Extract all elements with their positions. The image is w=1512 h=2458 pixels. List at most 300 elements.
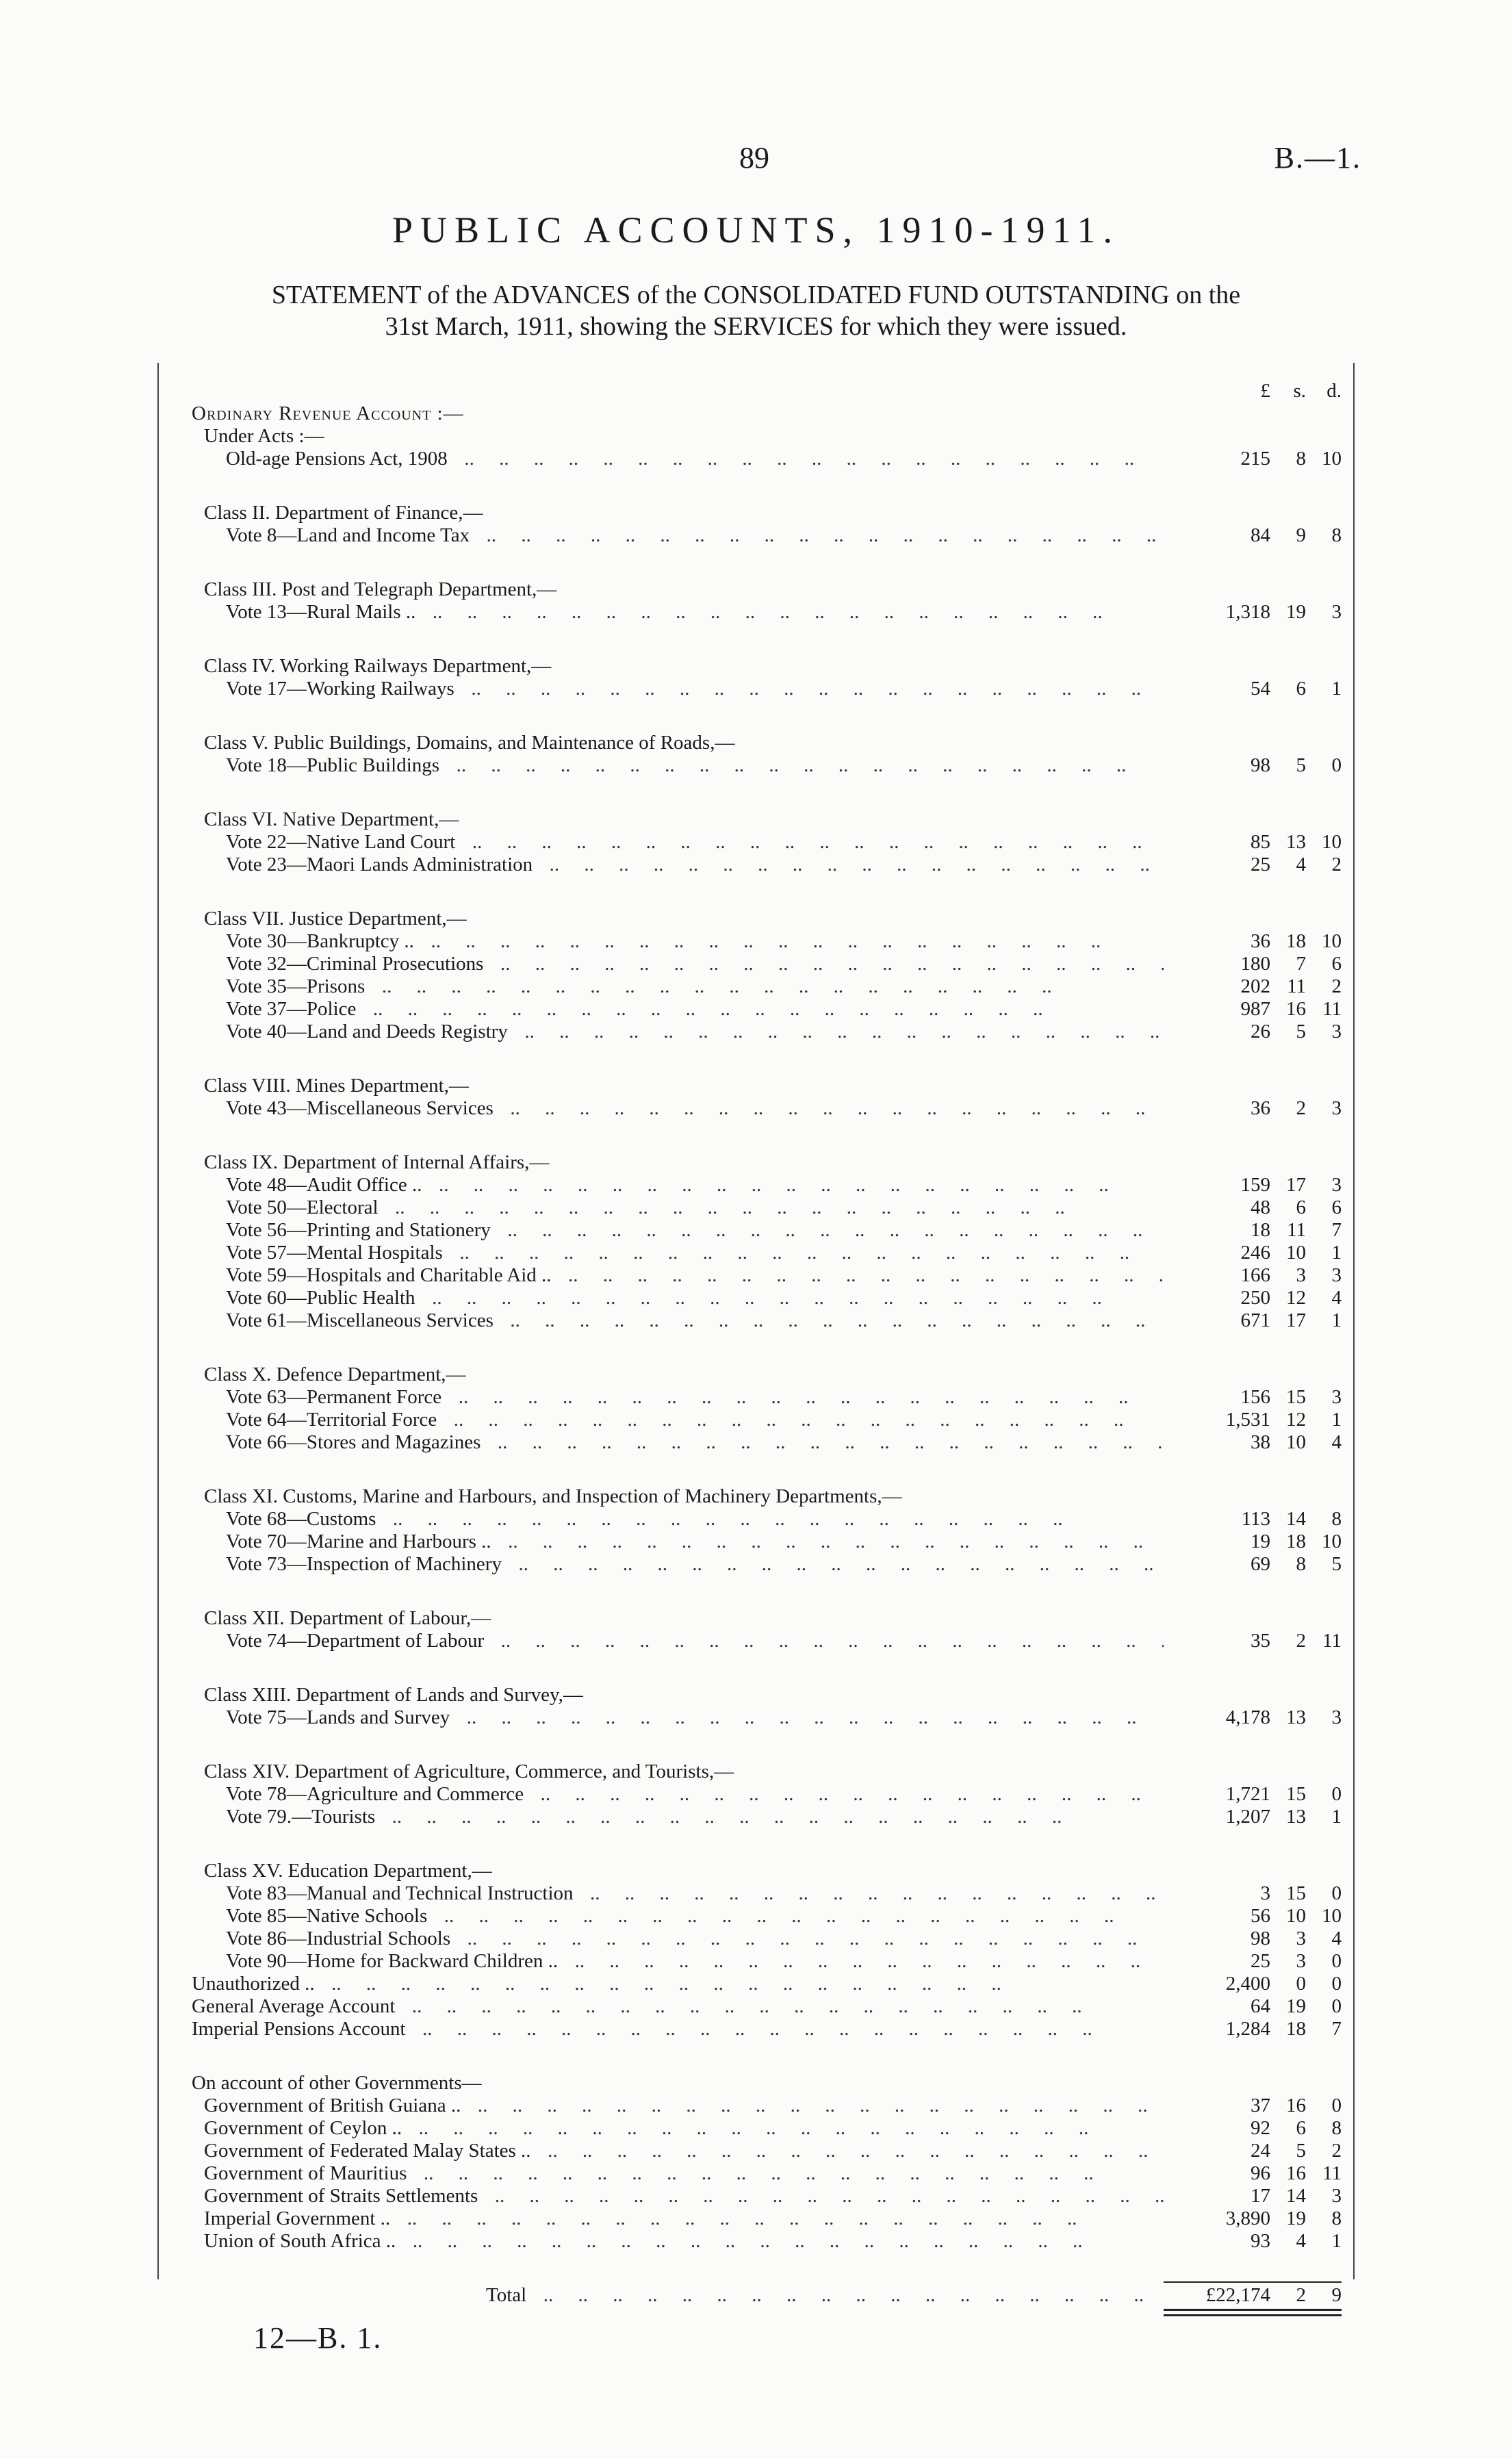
- table-row: [192, 2162, 1342, 2185]
- table-row: [192, 930, 1342, 953]
- spacer: [192, 777, 1342, 808]
- amount: [1164, 1928, 1342, 1950]
- dot-leader: [478, 2185, 1164, 2207]
- amount: [1164, 1973, 1342, 1995]
- table-row: [192, 1553, 1342, 1576]
- shillings-value: 11: [1287, 1219, 1306, 1241]
- dot-leader: [484, 1630, 1164, 1652]
- spacer: [192, 1828, 1342, 1860]
- pence-value: 3: [1331, 2185, 1342, 2207]
- row-label: Total: [486, 2284, 527, 2306]
- table-row: [192, 502, 1342, 524]
- row-label: Class XII. Department of Labour,—: [204, 1607, 491, 1629]
- shillings-value: 8: [1296, 1553, 1306, 1575]
- amount: [1164, 1508, 1342, 1531]
- shillings-value: 3: [1296, 1264, 1306, 1286]
- row-label: Vote 66—Stores and Magazines: [226, 1431, 481, 1453]
- dot-leader: [574, 1882, 1164, 1905]
- pounds-value: 1,531: [1225, 1409, 1270, 1431]
- pounds-value: 25: [1251, 854, 1270, 875]
- pence-value: 0: [1331, 1973, 1342, 1995]
- table-row: [192, 1264, 1342, 1287]
- pence-header: d.: [1327, 380, 1342, 402]
- shillings-value: 19: [1286, 2207, 1306, 2229]
- dot-leader: [396, 2230, 1164, 2253]
- row-label: Class IV. Working Railways Department,—: [204, 655, 552, 677]
- footer-signature: 12—B. 1.: [253, 2321, 383, 2355]
- table-row: [192, 1364, 1342, 1386]
- dot-leader: [414, 930, 1164, 953]
- pounds-value: 156: [1240, 1386, 1270, 1408]
- row-label: Vote 32—Criminal Prosecutions: [226, 953, 484, 975]
- table-row: [192, 1607, 1342, 1630]
- shillings-value: 14: [1286, 1508, 1306, 1530]
- table-row: [192, 1761, 1342, 1783]
- dot-leader: [407, 2162, 1164, 2185]
- pence-value: 1: [1331, 678, 1342, 700]
- row-label: Vote 43—Miscellaneous Services: [226, 1097, 494, 1119]
- table-row: [192, 854, 1342, 876]
- shillings-value: 15: [1286, 1882, 1306, 1904]
- shillings-value: 18: [1286, 930, 1306, 952]
- amount: [1164, 998, 1342, 1021]
- dot-leader: [375, 1806, 1164, 1828]
- dot-leader: [427, 1905, 1164, 1928]
- row-label: Class VII. Justice Department,—: [204, 908, 467, 930]
- table-row: [192, 1196, 1342, 1219]
- amount: [1164, 601, 1342, 624]
- dot-leader: [390, 2207, 1164, 2230]
- amount: [1164, 2162, 1342, 2185]
- spacer: [192, 470, 1342, 502]
- dot-leader: [491, 1219, 1164, 1242]
- amount: [1164, 1806, 1342, 1828]
- row-label: Government of Ceylon ..: [204, 2117, 402, 2139]
- table-row: [192, 1684, 1342, 1706]
- row-label: Vote 79.—Tourists: [226, 1806, 376, 1828]
- pounds-value: 250: [1240, 1287, 1270, 1309]
- dot-leader: [461, 2095, 1164, 2117]
- pounds-value: 113: [1241, 1508, 1270, 1530]
- table-row: [192, 1783, 1342, 1806]
- table-row: [192, 808, 1342, 831]
- pounds-value: 166: [1240, 1264, 1270, 1286]
- amount: [1164, 1431, 1342, 1454]
- dot-leader: [552, 1264, 1164, 1287]
- shillings-value: 9: [1296, 524, 1306, 546]
- pounds-value: 24: [1251, 2140, 1270, 2162]
- dot-leader: [406, 2018, 1164, 2040]
- pounds-value: 202: [1240, 975, 1270, 997]
- spacer: [192, 1120, 1342, 1151]
- dot-leader: [437, 1409, 1164, 1431]
- pence-value: 3: [1331, 1174, 1342, 1196]
- pounds-value: 3,890: [1225, 2207, 1270, 2229]
- total-double-rule: [1164, 2314, 1342, 2316]
- spacer: [192, 1729, 1342, 1761]
- pence-value: 3: [1331, 1021, 1342, 1042]
- amount: [1164, 1386, 1342, 1409]
- pence-value: 1: [1331, 2230, 1342, 2252]
- amount: [1164, 2018, 1342, 2040]
- shillings-value: 5: [1296, 2140, 1306, 2162]
- pence-value: 8: [1331, 2207, 1342, 2229]
- row-label: General Average Account: [192, 1995, 396, 2017]
- dot-leader: [483, 953, 1164, 975]
- table-row: [192, 1630, 1342, 1652]
- pence-value: 3: [1331, 1097, 1342, 1119]
- document-reference: B.—1.: [1274, 141, 1361, 175]
- pounds-value: 69: [1251, 1553, 1270, 1575]
- amount: [1164, 1783, 1342, 1806]
- shillings-value: 13: [1286, 1806, 1306, 1828]
- total-rule-above: [1164, 2281, 1342, 2283]
- table-row: [192, 2230, 1342, 2253]
- row-label: Vote 63—Permanent Force: [226, 1386, 442, 1408]
- shillings-value: 10: [1286, 1242, 1306, 1264]
- row-label: Vote 30—Bankruptcy ..: [226, 930, 414, 952]
- total-row: [192, 2284, 1342, 2307]
- shillings-value: 12: [1286, 1287, 1306, 1309]
- pence-value: 8: [1331, 524, 1342, 546]
- shillings-value: 10: [1286, 1905, 1306, 1927]
- pounds-value: 159: [1240, 1174, 1270, 1196]
- amount: [1164, 1287, 1342, 1309]
- amount: [1164, 953, 1342, 975]
- row-label: Government of British Guiana ..: [204, 2095, 461, 2116]
- table-row: [192, 1242, 1342, 1264]
- dot-leader: [533, 854, 1164, 876]
- pence-value: 10: [1322, 1905, 1342, 1927]
- shillings-value: 3: [1296, 1928, 1306, 1949]
- shillings-value: 4: [1296, 854, 1306, 875]
- amount: [1164, 1882, 1342, 1905]
- table-row: [192, 1706, 1342, 1729]
- dot-leader: [439, 754, 1164, 777]
- dot-leader: [494, 1309, 1164, 1332]
- amount: [1164, 975, 1342, 998]
- dot-leader: [315, 1973, 1164, 1995]
- table-row: [192, 1431, 1342, 1454]
- subtitle-line-2: 31st March, 1911, showing the SERVICES for which they were issued.: [385, 312, 1127, 341]
- amount: [1164, 754, 1342, 777]
- pounds-value: 987: [1240, 998, 1270, 1020]
- dot-leader: [365, 975, 1164, 998]
- dot-leader: [395, 1995, 1164, 2018]
- row-label: Unauthorized ..: [192, 1973, 315, 1995]
- row-label: Government of Mauritius: [204, 2162, 407, 2184]
- row-label: Ordinary Revenue Account :—: [192, 402, 464, 424]
- shillings-value: 17: [1286, 1174, 1306, 1196]
- total-rule-below: [1164, 2309, 1342, 2311]
- table-row: [192, 578, 1342, 601]
- pence-value: 0: [1331, 1950, 1342, 1972]
- row-label: Class VI. Native Department,—: [204, 808, 459, 830]
- pounds-value: 54: [1251, 678, 1270, 700]
- table-row: [192, 1973, 1342, 1995]
- table-row: [192, 1806, 1342, 1828]
- pounds-value: 36: [1251, 930, 1270, 952]
- shillings-value: 0: [1296, 1973, 1306, 1995]
- pence-value: 3: [1331, 1706, 1342, 1728]
- table-row: [192, 678, 1342, 700]
- amount: [1164, 854, 1342, 876]
- spacer: [192, 876, 1342, 908]
- shillings-value: 2: [1296, 2284, 1306, 2306]
- pence-value: 0: [1331, 754, 1342, 776]
- row-label: Vote 8—Land and Income Tax: [226, 524, 470, 546]
- dot-leader: [470, 524, 1164, 547]
- amount: [1164, 1706, 1342, 1729]
- table-row: [192, 2095, 1342, 2117]
- shillings-value: 13: [1286, 831, 1306, 853]
- amount: [1164, 1630, 1342, 1652]
- row-label: Union of South Africa ..: [204, 2230, 396, 2252]
- row-label: Vote 35—Prisons: [226, 975, 366, 997]
- pence-value: 0: [1331, 1783, 1342, 1805]
- dot-leader: [480, 1431, 1164, 1454]
- row-label: Vote 57—Mental Hospitals: [226, 1242, 443, 1264]
- pence-value: 3: [1331, 1264, 1342, 1286]
- pence-value: 1: [1331, 1409, 1342, 1431]
- amount: [1164, 1021, 1342, 1043]
- pence-value: 11: [1322, 1630, 1342, 1652]
- row-label: Imperial Government ..: [204, 2207, 391, 2229]
- pounds-value: £22,174: [1205, 2284, 1270, 2306]
- pence-value: 2: [1331, 854, 1342, 875]
- pounds-value: 35: [1251, 1630, 1270, 1652]
- row-label: Government of Federated Malay States ..: [204, 2140, 531, 2162]
- row-label: Vote 50—Electoral: [226, 1196, 379, 1218]
- table-row: [192, 655, 1342, 678]
- dot-leader: [455, 831, 1164, 854]
- pence-value: 8: [1331, 1508, 1342, 1530]
- pence-value: 0: [1331, 2095, 1342, 2116]
- pence-value: 10: [1322, 831, 1342, 853]
- row-label: Government of Straits Settlements: [204, 2185, 478, 2207]
- page-number: 89: [739, 141, 769, 175]
- currency-header-row: [192, 380, 1342, 402]
- dot-leader: [415, 601, 1164, 624]
- shillings-value: 13: [1286, 1706, 1306, 1728]
- table-row: [192, 425, 1342, 448]
- dot-leader: [422, 1174, 1164, 1196]
- pence-value: 4: [1331, 1287, 1342, 1309]
- amount: [1164, 1409, 1342, 1431]
- dot-leader: [491, 1531, 1164, 1553]
- pence-value: 7: [1331, 2018, 1342, 2040]
- row-label: Vote 70—Marine and Harbours ..: [226, 1531, 491, 1552]
- table-row: [192, 908, 1342, 930]
- dot-leader: [402, 2117, 1164, 2140]
- pence-value: 10: [1322, 448, 1342, 470]
- pounds-value: 85: [1251, 831, 1270, 853]
- dot-leader: [450, 1706, 1164, 1729]
- pence-value: 3: [1331, 1386, 1342, 1408]
- spacer: [192, 547, 1342, 578]
- pence-value: 4: [1331, 1431, 1342, 1453]
- table-row: [192, 402, 1342, 425]
- pence-value: 11: [1322, 998, 1342, 1020]
- amount: [1164, 1174, 1342, 1196]
- pence-value: 1: [1331, 1242, 1342, 1264]
- pounds-value: 215: [1240, 448, 1270, 470]
- row-label: Class XI. Customs, Marine and Harbours, and Inspection of Machinery Departments,—: [204, 1485, 902, 1507]
- pence-value: 7: [1331, 1219, 1342, 1241]
- spacer: [192, 2253, 1342, 2284]
- pence-value: 9: [1331, 2284, 1342, 2306]
- table-row: [192, 732, 1342, 754]
- row-label: Vote 23—Maori Lands Administration: [226, 854, 533, 875]
- row-label: Vote 56—Printing and Stationery: [226, 1219, 491, 1241]
- dot-leader: [441, 1386, 1164, 1409]
- shillings-value: 7: [1296, 953, 1306, 975]
- dot-leader: [376, 1508, 1164, 1531]
- spacer: [192, 700, 1342, 732]
- spacer: [192, 1454, 1342, 1485]
- row-label: Vote 22—Native Land Court: [226, 831, 456, 853]
- amount: [1164, 448, 1342, 470]
- shillings-value: 15: [1286, 1386, 1306, 1408]
- pence-value: 2: [1331, 2140, 1342, 2162]
- row-label: Class III. Post and Telegraph Department,—: [204, 578, 557, 600]
- dot-leader: [454, 678, 1164, 700]
- subtitle-line-1: STATEMENT of the ADVANCES of the CONSOLIDATED FUND OUTSTANDING on the: [271, 281, 1241, 309]
- dot-leader: [443, 1242, 1164, 1264]
- table-row: [192, 1409, 1342, 1431]
- amount: [1164, 1553, 1342, 1576]
- shillings-value: 2: [1296, 1097, 1306, 1119]
- table-row: [192, 524, 1342, 547]
- amount: [1164, 678, 1342, 700]
- amount: [1164, 2095, 1342, 2117]
- pence-value: 5: [1331, 1553, 1342, 1575]
- row-label: Vote 68—Customs: [226, 1508, 376, 1530]
- pence-value: 6: [1331, 953, 1342, 975]
- row-label: Vote 90—Home for Backward Children ..: [226, 1950, 559, 1972]
- page-title: PUBLIC ACCOUNTS, 1910-1911.: [392, 209, 1120, 251]
- spacer: [192, 1652, 1342, 1684]
- table-row: [192, 1287, 1342, 1309]
- table-row: [192, 1531, 1342, 1553]
- dot-leader: [502, 1553, 1164, 1576]
- amount: [1164, 930, 1342, 953]
- pounds-value: 48: [1251, 1196, 1270, 1218]
- shillings-value: 8: [1296, 448, 1306, 470]
- table-row: [192, 2117, 1342, 2140]
- shillings-value: 10: [1286, 1431, 1306, 1453]
- pence-value: 4: [1331, 1928, 1342, 1949]
- table-row: [192, 1860, 1342, 1882]
- shillings-value: 4: [1296, 2230, 1306, 2252]
- table-row: [192, 1021, 1342, 1043]
- row-label: Vote 85—Native Schools: [226, 1905, 428, 1927]
- pounds-value: 17: [1251, 2185, 1270, 2207]
- pounds-value: 671: [1240, 1309, 1270, 1331]
- table-row: [192, 2185, 1342, 2207]
- pence-value: 11: [1322, 2162, 1342, 2184]
- shillings-value: 16: [1286, 2162, 1306, 2184]
- table-row: [192, 448, 1342, 470]
- shillings-value: 19: [1286, 1995, 1306, 2017]
- row-label: Class XIV. Department of Agriculture, Commerce, and Tourists,—: [204, 1761, 734, 1782]
- pounds-value: 37: [1251, 2095, 1270, 2116]
- row-label: Vote 59—Hospitals and Charitable Aid ..: [226, 1264, 552, 1286]
- shillings-value: 3: [1296, 1950, 1306, 1972]
- amount: [1164, 1950, 1342, 1973]
- shillings-value: 16: [1286, 2095, 1306, 2116]
- table-row: [192, 2140, 1342, 2162]
- shillings-value: 15: [1286, 1783, 1306, 1805]
- pounds-value: 96: [1251, 2162, 1270, 2184]
- table-row: [192, 953, 1342, 975]
- shillings-value: 18: [1286, 2018, 1306, 2040]
- dot-leader: [379, 1196, 1164, 1219]
- table-row: [192, 1151, 1342, 1174]
- pence-value: 0: [1331, 1882, 1342, 1904]
- pounds-header: £: [1260, 380, 1270, 402]
- table-row: [192, 1386, 1342, 1409]
- dot-leader: [524, 1783, 1164, 1806]
- dot-leader: [415, 1287, 1164, 1309]
- spacer: [192, 1576, 1342, 1607]
- pounds-value: 38: [1251, 1431, 1270, 1453]
- table-row: [192, 831, 1342, 854]
- pounds-value: 1,721: [1225, 1783, 1270, 1805]
- pounds-value: 84: [1251, 524, 1270, 546]
- table-row: [192, 1485, 1342, 1508]
- row-label: Class V. Public Buildings, Domains, and Maintenance of Roads,—: [204, 732, 735, 754]
- table-row: [192, 975, 1342, 998]
- amount: [1164, 831, 1342, 854]
- pence-value: 1: [1331, 1309, 1342, 1331]
- pounds-value: 4,178: [1225, 1706, 1270, 1728]
- table-row: [192, 1950, 1342, 1973]
- pounds-value: 246: [1240, 1242, 1270, 1264]
- amount: [1164, 2185, 1342, 2207]
- row-label: Vote 78—Agriculture and Commerce: [226, 1783, 524, 1805]
- pounds-value: 64: [1251, 1995, 1270, 2017]
- table-row: [192, 1995, 1342, 2018]
- pounds-value: 26: [1251, 1021, 1270, 1042]
- pounds-value: 25: [1251, 1950, 1270, 1972]
- shillings-value: 6: [1296, 2117, 1306, 2139]
- pounds-value: 19: [1251, 1531, 1270, 1552]
- pence-value: 0: [1331, 1995, 1342, 2017]
- amount: [1164, 524, 1342, 547]
- pounds-value: 36: [1251, 1097, 1270, 1119]
- row-label: On account of other Governments—: [192, 2072, 482, 2094]
- row-label: Vote 64—Territorial Force: [226, 1409, 437, 1431]
- spacer: [192, 2040, 1342, 2072]
- pence-value: 10: [1322, 930, 1342, 952]
- row-label: Class VIII. Mines Department,—: [204, 1075, 469, 1097]
- row-label: Vote 73—Inspection of Machinery: [226, 1553, 502, 1575]
- row-label: Under Acts :—: [204, 425, 324, 447]
- table-row: [192, 1508, 1342, 1531]
- shillings-value: 2: [1296, 1630, 1306, 1652]
- pounds-value: 1,284: [1225, 2018, 1270, 2040]
- amount: [1164, 1219, 1342, 1242]
- table-row: [192, 1309, 1342, 1332]
- statement-subtitle: [0, 279, 1512, 342]
- table-row: [192, 1928, 1342, 1950]
- row-label: Vote 37—Police: [226, 998, 357, 1020]
- table-row: [192, 1882, 1342, 1905]
- spacer: [192, 1332, 1342, 1364]
- shillings-value: 11: [1287, 975, 1306, 997]
- amount: [1164, 2284, 1342, 2307]
